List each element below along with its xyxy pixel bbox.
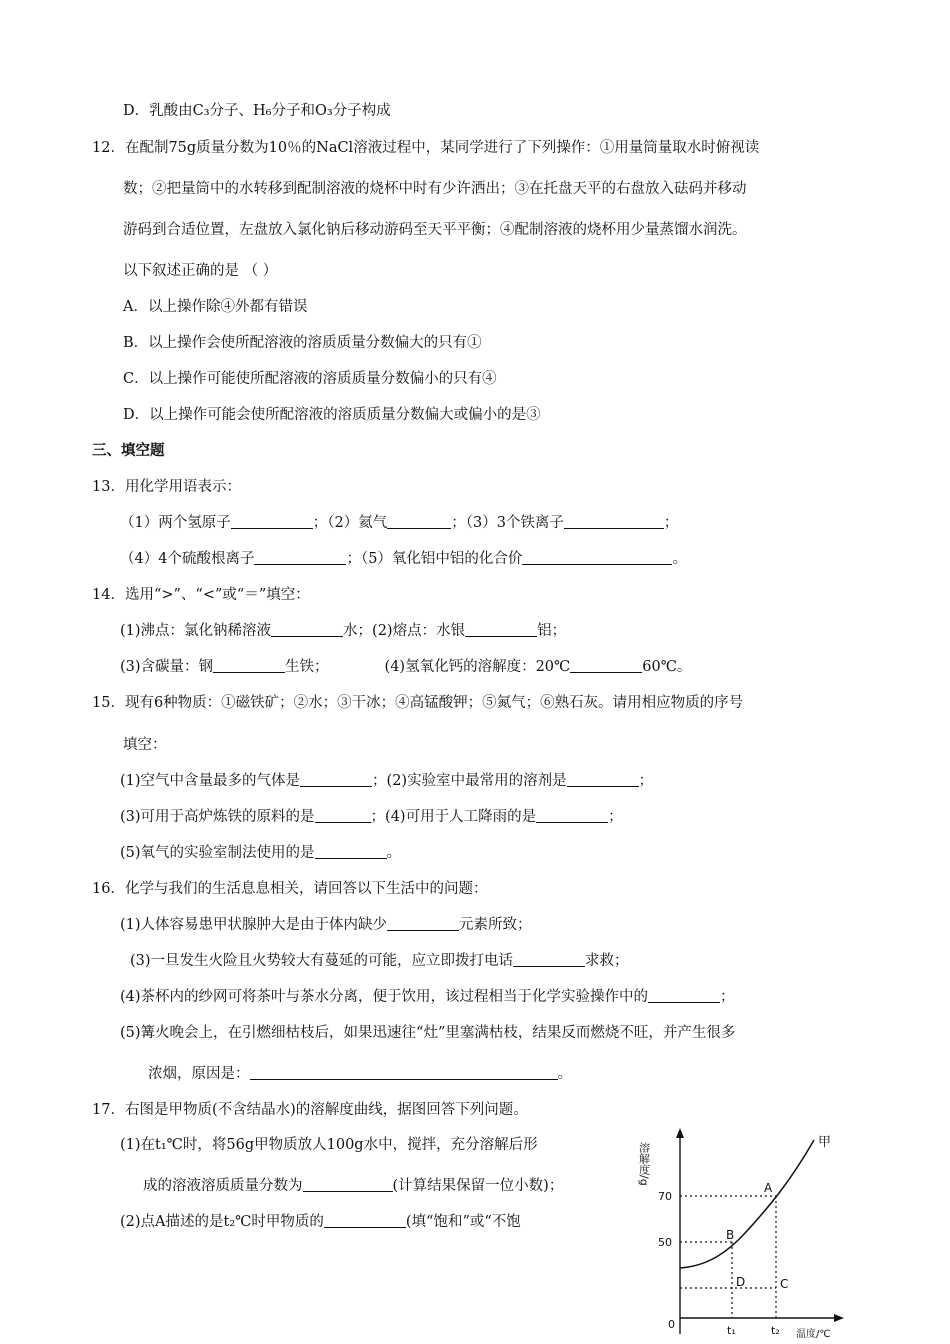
q16-line-5b: 浓烟，原因是： 。 bbox=[148, 1066, 572, 1082]
y-axis-label: 溶解度/g bbox=[637, 1142, 651, 1186]
answer-blank[interactable] bbox=[648, 988, 720, 1003]
point-a-label: A bbox=[764, 1181, 773, 1195]
q17-line-2: 成的溶液溶质质量分数为 (计算结果保留一位小数)； bbox=[143, 1178, 564, 1194]
answer-blank[interactable] bbox=[465, 622, 537, 637]
q14-stem: 14．选用“>”、“<”或“＝”填空： bbox=[92, 587, 310, 603]
q17-line-3: (2)点A描述的是t₂℃时甲物质的 (填“饱和”或“不饱 bbox=[120, 1214, 521, 1230]
answer-blank[interactable] bbox=[213, 658, 285, 673]
q14-line-2: (3)含碳量：钢 生铁； (4)氢氧化钙的溶解度：20℃ 60℃。 bbox=[120, 659, 692, 675]
q12-option-b: B．以上操作会使所配溶液的溶质质量分数偏大的只有① bbox=[123, 335, 482, 351]
tick-t2: t₂ bbox=[771, 1324, 780, 1337]
q12-stem-1: 12．在配制75g质量分数为10％的NaCl溶液过程中，某同学进行了下列操作：①用量筒量取水时俯视读 bbox=[92, 140, 760, 156]
tick-0: 0 bbox=[668, 1318, 675, 1331]
answer-blank[interactable] bbox=[315, 808, 371, 823]
answer-blank[interactable] bbox=[567, 772, 639, 787]
solubility-curve-jia bbox=[680, 1140, 814, 1268]
point-b-label: B bbox=[726, 1228, 735, 1242]
q11-option-d: D．乳酸由C₃分子、H₆分子和O₃分子构成 bbox=[123, 103, 391, 119]
answer-blank[interactable] bbox=[387, 514, 451, 529]
answer-blank[interactable] bbox=[250, 1065, 558, 1080]
q14-line-1: (1)沸点：氯化钠稀溶液 水；(2)熔点：水银 铝； bbox=[120, 623, 567, 639]
q16-line-1: (1)人体容易患甲状腺肿大是由于体内缺少 元素所致； bbox=[120, 917, 532, 933]
answer-blank[interactable] bbox=[513, 952, 585, 967]
q15-stem-1: 15．现有6种物质：①磁铁矿；②水；③干冰；④高锰酸钾；⑤氮气；⑥熟石灰。请用相应物质的序号 bbox=[92, 695, 744, 711]
q12-option-d: D．以上操作可能会使所配溶液的溶质质量分数偏大或偏小的是③ bbox=[123, 407, 541, 423]
tick-70: 70 bbox=[658, 1190, 672, 1203]
x-axis-label: 温度/℃ bbox=[796, 1329, 831, 1340]
q17-stem: 17．右图是甲物质(不含结晶水)的溶解度曲线，据图回答下列问题。 bbox=[92, 1102, 528, 1118]
q12-option-c: C．以上操作可能使所配溶液的溶质质量分数偏小的只有④ bbox=[123, 371, 497, 387]
point-d-label: D bbox=[736, 1275, 746, 1289]
q15-line-2: (3)可用于高炉炼铁的原料的是 ；(4)可用于人工降雨的是 ； bbox=[120, 809, 623, 825]
q12-option-a: A．以上操作除④外都有错误 bbox=[123, 299, 308, 315]
answer-blank[interactable] bbox=[324, 1213, 406, 1228]
x-axis-arrow bbox=[834, 1314, 844, 1322]
q15-stem-2: 填空： bbox=[123, 737, 167, 753]
q13-line-2: （4）4个硫酸根离子 ；（5）氧化铝中铝的化合价 。 bbox=[120, 551, 687, 567]
answer-blank[interactable] bbox=[254, 550, 346, 565]
q12-stem-4: 以下叙述正确的是 （ ） bbox=[123, 263, 278, 279]
answer-blank[interactable] bbox=[315, 844, 387, 859]
answer-blank[interactable] bbox=[303, 1177, 393, 1192]
y-axis-arrow bbox=[676, 1128, 684, 1138]
answer-blank[interactable] bbox=[536, 808, 608, 823]
answer-blank[interactable] bbox=[522, 550, 672, 565]
point-c-label: C bbox=[780, 1277, 789, 1291]
q16-line-5: (5)篝火晚会上，在引燃细枯枝后，如果迅速往“灶”里塞满枯枝，结果反而燃烧不旺，并产生很多 bbox=[120, 1025, 736, 1041]
answer-blank[interactable] bbox=[300, 772, 372, 787]
q12-stem-3: 游码到合适位置，左盘放入氯化钠后移动游码至天平平衡；④配制溶液的烧杯用少量蒸馏水润洗。 bbox=[123, 222, 747, 238]
answer-blank[interactable] bbox=[387, 916, 459, 931]
section-3-heading: 三、填空题 bbox=[92, 443, 165, 459]
q13-line-1: （1）两个氢原子 ；（2）氦气 ；（3）3个铁离子 ； bbox=[120, 515, 679, 531]
solubility-curve-figure bbox=[628, 1122, 850, 1344]
tick-50: 50 bbox=[658, 1236, 672, 1249]
q16-stem: 16．化学与我们的生活息息相关，请回答以下生活中的问题： bbox=[92, 881, 488, 897]
q17-line-1: (1)在t₁℃时，将56g甲物质放人100g水中，搅拌，充分溶解后形 bbox=[120, 1137, 538, 1153]
q16-line-3: (3)一旦发生火险且火势较大有蔓延的可能，应立即拨打电话 求救； bbox=[130, 953, 629, 969]
answer-blank[interactable] bbox=[564, 514, 664, 529]
q12-stem-2: 数；②把量筒中的水转移到配制溶液的烧杯中时有少许洒出；③在托盘天平的右盘放入砝码并移动 bbox=[123, 181, 747, 197]
q13-stem: 13．用化学用语表示： bbox=[92, 479, 241, 495]
curve-label: 甲 bbox=[818, 1135, 832, 1150]
q16-line-4: (4)茶杯内的纱网可将茶叶与茶水分离，便于饮用，该过程相当于化学实验操作中的 ； bbox=[120, 989, 735, 1005]
q15-line-1: (1)空气中含量最多的气体是 ；(2)实验室中最常用的溶剂是 ； bbox=[120, 773, 654, 789]
tick-t1: t₁ bbox=[727, 1324, 736, 1337]
answer-blank[interactable] bbox=[271, 622, 343, 637]
answer-blank[interactable] bbox=[231, 514, 313, 529]
answer-blank[interactable] bbox=[570, 658, 642, 673]
q15-line-3: (5)氧气的实验室制法使用的是 。 bbox=[120, 845, 402, 861]
